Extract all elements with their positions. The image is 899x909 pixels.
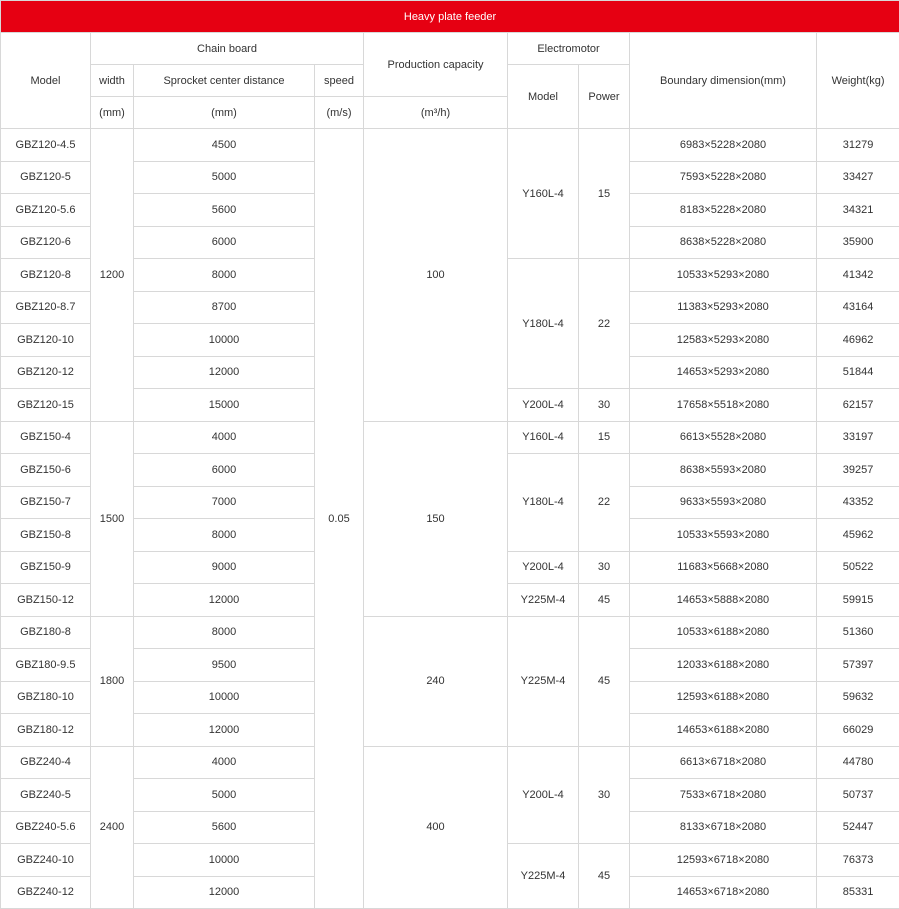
cell-boundary: 6613×6718×2080 (630, 746, 817, 779)
cell-boundary: 14653×6718×2080 (630, 876, 817, 909)
cell-power: 22 (579, 454, 630, 552)
cell-motor-model: Y200L-4 (508, 746, 579, 844)
cell-sprocket: 5000 (134, 161, 315, 194)
cell-power: 45 (579, 616, 630, 746)
cell-sprocket: 6000 (134, 226, 315, 259)
cell-sprocket: 5000 (134, 779, 315, 812)
cell-weight: 52447 (817, 811, 899, 844)
cell-width: 1200 (91, 129, 134, 422)
cell-sprocket: 9000 (134, 551, 315, 584)
cell-boundary: 11683×5668×2080 (630, 551, 817, 584)
cell-weight: 31279 (817, 129, 899, 162)
cell-weight: 51360 (817, 616, 899, 649)
cell-weight: 34321 (817, 194, 899, 227)
col-header-power: Power (579, 65, 630, 129)
cell-model: GBZ120-10 (1, 324, 91, 357)
cell-power: 30 (579, 389, 630, 422)
cell-model: GBZ180-12 (1, 714, 91, 747)
cell-boundary: 12033×6188×2080 (630, 649, 817, 682)
cell-boundary: 7533×6718×2080 (630, 779, 817, 812)
cell-model: GBZ150-6 (1, 454, 91, 487)
cell-boundary: 10533×6188×2080 (630, 616, 817, 649)
cell-model: GBZ180-10 (1, 681, 91, 714)
unit-speed: (m/s) (315, 97, 364, 129)
cell-model: GBZ240-4 (1, 746, 91, 779)
cell-sprocket: 4000 (134, 746, 315, 779)
cell-sprocket: 5600 (134, 194, 315, 227)
cell-width: 1800 (91, 616, 134, 746)
cell-weight: 59915 (817, 584, 899, 617)
cell-motor-model: Y180L-4 (508, 454, 579, 552)
cell-sprocket: 6000 (134, 454, 315, 487)
cell-boundary: 11383×5293×2080 (630, 291, 817, 324)
cell-model: GBZ120-15 (1, 389, 91, 422)
cell-power: 30 (579, 551, 630, 584)
cell-weight: 33427 (817, 161, 899, 194)
cell-model: GBZ240-12 (1, 876, 91, 909)
cell-sprocket: 12000 (134, 714, 315, 747)
cell-model: GBZ150-8 (1, 519, 91, 552)
col-header-boundary: Boundary dimension(mm) (630, 33, 817, 129)
cell-weight: 62157 (817, 389, 899, 422)
cell-boundary: 10533×5293×2080 (630, 259, 817, 292)
cell-boundary: 17658×5518×2080 (630, 389, 817, 422)
cell-weight: 85331 (817, 876, 899, 909)
cell-model: GBZ240-5.6 (1, 811, 91, 844)
cell-power: 15 (579, 129, 630, 259)
col-header-chain-board: Chain board (91, 33, 364, 65)
cell-model: GBZ120-12 (1, 356, 91, 389)
cell-power: 45 (579, 584, 630, 617)
cell-boundary: 8133×6718×2080 (630, 811, 817, 844)
cell-weight: 43352 (817, 486, 899, 519)
cell-width: 2400 (91, 746, 134, 909)
cell-sprocket: 4000 (134, 421, 315, 454)
cell-power: 30 (579, 746, 630, 844)
cell-weight: 50737 (817, 779, 899, 812)
cell-sprocket: 4500 (134, 129, 315, 162)
table-row (1, 129, 899, 162)
cell-boundary: 8638×5228×2080 (630, 226, 817, 259)
cell-sprocket: 10000 (134, 844, 315, 877)
cell-sprocket: 8000 (134, 519, 315, 552)
cell-boundary: 6613×5528×2080 (630, 421, 817, 454)
cell-weight: 41342 (817, 259, 899, 292)
cell-boundary: 6983×5228×2080 (630, 129, 817, 162)
cell-sprocket: 12000 (134, 876, 315, 909)
cell-weight: 66029 (817, 714, 899, 747)
cell-sprocket: 15000 (134, 389, 315, 422)
cell-model: GBZ180-8 (1, 616, 91, 649)
cell-motor-model: Y200L-4 (508, 389, 579, 422)
cell-model: GBZ150-9 (1, 551, 91, 584)
cell-sprocket: 7000 (134, 486, 315, 519)
cell-capacity: 100 (364, 129, 508, 422)
cell-capacity: 400 (364, 746, 508, 909)
col-header-motor-model: Model (508, 65, 579, 129)
cell-model: GBZ120-5 (1, 161, 91, 194)
cell-capacity: 150 (364, 421, 508, 616)
cell-weight: 59632 (817, 681, 899, 714)
cell-weight: 43164 (817, 291, 899, 324)
cell-motor-model: Y180L-4 (508, 259, 579, 389)
cell-boundary: 14653×6188×2080 (630, 714, 817, 747)
cell-weight: 45962 (817, 519, 899, 552)
cell-sprocket: 8000 (134, 259, 315, 292)
cell-model: GBZ120-6 (1, 226, 91, 259)
cell-weight: 35900 (817, 226, 899, 259)
cell-sprocket: 8700 (134, 291, 315, 324)
cell-motor-model: Y160L-4 (508, 129, 579, 259)
unit-capacity: (m³/h) (364, 97, 508, 129)
cell-weight: 50522 (817, 551, 899, 584)
cell-motor-model: Y225M-4 (508, 584, 579, 617)
cell-model: GBZ240-5 (1, 779, 91, 812)
cell-model: GBZ180-9.5 (1, 649, 91, 682)
table-body (1, 129, 899, 909)
cell-sprocket: 10000 (134, 324, 315, 357)
cell-power: 45 (579, 844, 630, 909)
table-title: Heavy plate feeder (1, 1, 899, 33)
table-row (1, 421, 899, 454)
col-header-model: Model (1, 33, 91, 129)
cell-boundary: 12593×6718×2080 (630, 844, 817, 877)
cell-boundary: 12593×6188×2080 (630, 681, 817, 714)
cell-model: GBZ120-8.7 (1, 291, 91, 324)
unit-sprocket: (mm) (134, 97, 315, 129)
cell-weight: 57397 (817, 649, 899, 682)
table-row (1, 746, 899, 779)
cell-width: 1500 (91, 421, 134, 616)
cell-model: GBZ150-7 (1, 486, 91, 519)
cell-power: 22 (579, 259, 630, 389)
cell-sprocket: 12000 (134, 356, 315, 389)
cell-motor-model: Y200L-4 (508, 551, 579, 584)
cell-model: GBZ150-4 (1, 421, 91, 454)
cell-weight: 76373 (817, 844, 899, 877)
cell-motor-model: Y160L-4 (508, 421, 579, 454)
cell-model: GBZ240-10 (1, 844, 91, 877)
unit-width: (mm) (91, 97, 134, 129)
cell-boundary: 8638×5593×2080 (630, 454, 817, 487)
cell-speed: 0.05 (315, 129, 364, 909)
cell-boundary: 9633×5593×2080 (630, 486, 817, 519)
cell-sprocket: 12000 (134, 584, 315, 617)
col-header-sprocket: Sprocket center distance (134, 65, 315, 97)
cell-sprocket: 8000 (134, 616, 315, 649)
cell-capacity: 240 (364, 616, 508, 746)
cell-boundary: 8183×5228×2080 (630, 194, 817, 227)
col-header-width: width (91, 65, 134, 97)
cell-model: GBZ150-12 (1, 584, 91, 617)
cell-sprocket: 9500 (134, 649, 315, 682)
table-row (1, 616, 899, 649)
cell-sprocket: 10000 (134, 681, 315, 714)
cell-model: GBZ120-5.6 (1, 194, 91, 227)
cell-motor-model: Y225M-4 (508, 616, 579, 746)
cell-boundary: 7593×5228×2080 (630, 161, 817, 194)
cell-power: 15 (579, 421, 630, 454)
cell-model: GBZ120-8 (1, 259, 91, 292)
cell-sprocket: 5600 (134, 811, 315, 844)
col-header-speed: speed (315, 65, 364, 97)
cell-model: GBZ120-4.5 (1, 129, 91, 162)
col-header-electromotor: Electromotor (508, 33, 630, 65)
cell-boundary: 10533×5593×2080 (630, 519, 817, 552)
cell-weight: 44780 (817, 746, 899, 779)
cell-weight: 39257 (817, 454, 899, 487)
cell-boundary: 14653×5293×2080 (630, 356, 817, 389)
cell-weight: 46962 (817, 324, 899, 357)
cell-motor-model: Y225M-4 (508, 844, 579, 909)
cell-weight: 51844 (817, 356, 899, 389)
col-header-capacity: Production capacity (364, 33, 508, 97)
cell-boundary: 12583×5293×2080 (630, 324, 817, 357)
col-header-weight: Weight(kg) (817, 33, 899, 129)
cell-weight: 33197 (817, 421, 899, 454)
cell-boundary: 14653×5888×2080 (630, 584, 817, 617)
